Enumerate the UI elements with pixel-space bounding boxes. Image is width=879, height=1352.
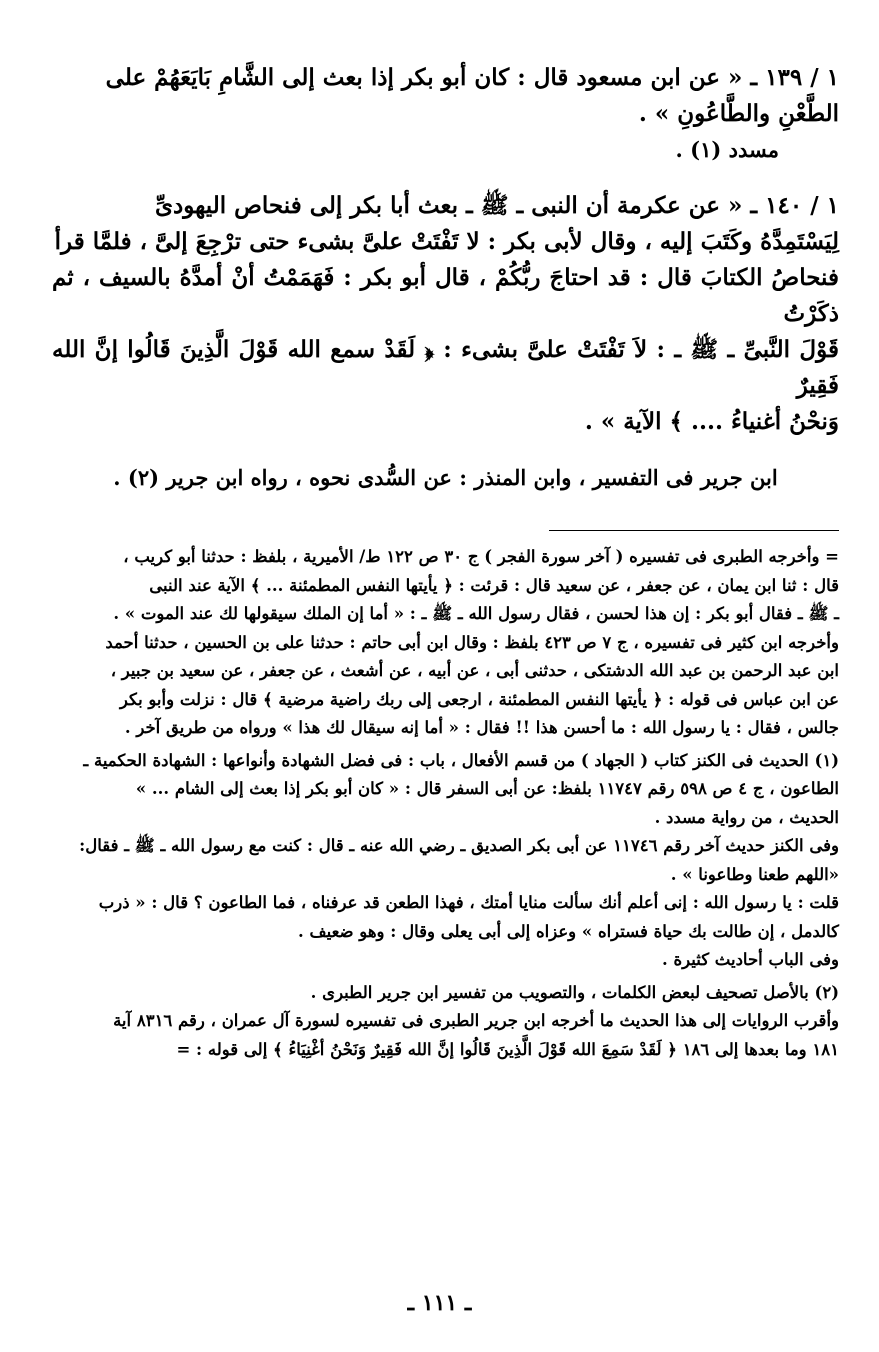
footnote-1-line-1: (١) الحديث فى الكنز كتاب ( الجهاد ) من قسم الأفعال ، باب : فى فضل الشهادة وأنواعها : الشهادة الحكمية ـ (83, 750, 839, 770)
hadith-140-source: ابن جرير فى التفسير ، وابن المنذر : عن السُّدى نحوه ، رواه ابن جرير (٢) . (113, 465, 778, 490)
footnote-cont-line-3: ـ ﷺ ـ فقال أبو بكر : إن هذا لحسن ، فقال رسول الله ـ ﷺ ـ : « أما إن الملك سيقولها لك عند الموت » . (113, 604, 839, 623)
footnote-cont-line-7: جالس ، فقال : يا رسول الله : ما أحسن هذا !! فقال : « أما إنه سيقال لك هذا » ورواه من طريق آخر . (124, 718, 839, 737)
hadith-139-source: مسدد (١) . (675, 137, 779, 162)
footnote-cont-line-1: = وأخرجه الطبرى فى تفسيره ( آخر سورة الفجر ) ج ٣٠ ص ١٢٢ ط/ الأميرية ، بلفظ : حدثنا أبو كريب ، (123, 547, 839, 566)
footnote-1-line-7: كالدمل ، إن طالت بك حياة فستراه » وعزاه إلى أبى يعلى وقال : وهو ضعيف . (298, 921, 839, 941)
footnote-separator (549, 530, 839, 531)
footnote-cont-line-2: قال : ثنا ابن يمان ، عن جعفر ، عن سعيد قال : قرئت : ﴿ يأيتها النفس المطمئنة ... ﴾ الآية عند النبى (149, 575, 839, 595)
footnote-1-line-6: قلت : يا رسول الله : إنى أعلم أنك سألت منايا أمتك ، فهذا الطعن قد عرفناه ، فما الطاعون ؟ قال : « ذرب (98, 893, 839, 912)
footnote-cont-line-6: عن ابن عباس فى قوله : ﴿ يأيتها النفس المطمئنة ، ارجعى إلى ربك راضية مرضية ﴾ قال : نزلت وأبو بكر (119, 689, 839, 709)
footnotes (52, 543, 839, 1064)
footnote-1-line-5: «اللهم طعنا وطاعونا » . (670, 864, 839, 884)
hadith-140-line-3: فنحاصُ الكتابَ قال : قد احتاجَ ربُّكُمْ ، قال أبو بكر : فَهَمَمْتُ أنْ أمدَّهُ بالسيف ، ثم ذكَرْتُ (52, 264, 839, 327)
footnote-2-line-2: وأقرب الروايات إلى هذا الحديث ما أخرجه ابن جرير الطبرى فى تفسيره لسورة آل عمران ، رقم ٨٣١٦ آية (113, 1011, 839, 1030)
hadith-139-line-2: الطَّعْنِ والطَّاعُونِ » . (638, 100, 839, 127)
page-number: ـ ١١١ ـ (407, 1290, 472, 1316)
hadith-139-line-1: ١ / ١٣٩ ـ « عن ابن مسعود قال : كان أبو بكر إذا بعث إلى الشَّامِ بَايَعَهُمْ على (105, 64, 839, 91)
footnote-2-line-1: (٢) بالأصل تصحيف لبعض الكلمات ، والتصويب من تفسير ابن جرير الطبرى . (310, 982, 839, 1002)
main-text (52, 60, 839, 496)
footnote-1-line-8: وفى الباب أحاديث كثيرة . (662, 950, 839, 969)
footnote-cont-line-5: ابن عبد الرحمن بن عبد الله الدشتكى ، حدثنى أبى ، عن أبيه ، عن أشعث ، عن جعفر ، عن سعيد بن جبير ، (110, 661, 839, 680)
footnote-separator-wrap (52, 496, 839, 531)
footnote-1-line-4: وفى الكنز حديث آخر رقم ١١٧٤٦ عن أبى بكر الصديق ـ رضي الله عنه ـ قال : كنت مع رسول الله ـ ﷺ ـ فقال: (79, 836, 839, 855)
hadith-140-line-2: لِيَسْتَمِدَّهُ وكَتَبَ إليه ، وقال لأبى بكر : لا تَفْتَتْ علىَّ بشىء حتى ترْجِعَ إلىَّ ، فلمَّا قرأ (54, 228, 839, 255)
hadith-140-line-1: ١ / ١٤٠ ـ « عن عكرمة أن النبى ـ ﷺ ـ بعث أبا بكر إلى فنحاص اليهودىِّ (155, 192, 839, 219)
footnote-1-line-2: الطاعون ، ج ٤ ص ٥٩٨ رقم ١١٧٤٧ بلفظ: عن أبى السفر قال : « كان أبو بكر إذا بعث إلى الشام ... » (135, 779, 839, 798)
footnote-1-line-3: الحديث ، من رواية مسدد . (654, 807, 839, 827)
hadith-140-line-4: قَوْلَ النَّبىِّ ـ ﷺ ـ : لاَ تَفْتَتْ علىَّ بشىء : ﴿ لَقَدْ سمع الله قَوْلَ الَّذِينَ قَالُوا إنَّ الله فَقِيرٌ (52, 336, 839, 399)
page-content (52, 60, 839, 1064)
hadith-140-line-5: وَنحْنُ أغنياءُ .... ﴾ الآية » . (584, 408, 839, 435)
footnote-cont-line-4: وأخرجه ابن كثير فى تفسيره ، ج ٧ ص ٤٢٣ بلفظ : وقال ابن أبى حاتم : حدثنا على بن الحسين ، حدثنا أحمد (105, 632, 839, 652)
footnote-2-line-3: ١٨١ وما بعدها إلى ١٨٦ ﴿ لَقَدْ سَمِعَ الله قَوْلَ الَّذِينَ قَالُوا إنَّ الله فَقِيرٌ وَنَحْنُ أغْنِيَاءُ ﴾ إلى قوله : = (176, 1039, 839, 1059)
